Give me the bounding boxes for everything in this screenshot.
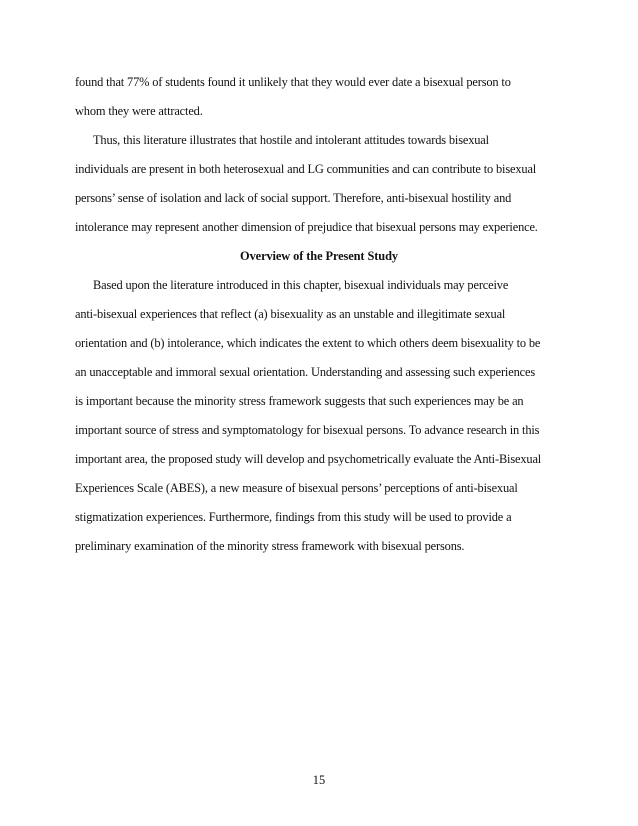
paragraph-3-line-5: is important because the minority stress framework suggests that such experiences may be an: [75, 394, 524, 408]
page-number: 15: [312, 773, 326, 787]
paragraph-2-line-3: persons’ sense of isolation and lack of social support. Therefore, anti-bisexual hostility and: [75, 191, 512, 205]
paragraph-3-line-4: an unacceptable and immoral sexual orientation. Understanding and assessing such experiences: [75, 365, 535, 379]
paragraph-3-line-6: important source of stress and symptomatology for bisexual persons. To advance research in this: [75, 423, 540, 437]
paragraph-3-line-10: preliminary examination of the minority stress framework with bisexual persons.: [75, 539, 465, 553]
paragraph-2-line-1: Thus, this literature illustrates that hostile and intolerant attitudes towards bisexual: [93, 133, 489, 147]
paragraph-3-line-1: Based upon the literature introduced in this chapter, bisexual individuals may perceive: [93, 278, 509, 292]
paragraph-2-line-2: individuals are present in both heterosexual and LG communities and can contribute to bisexual: [75, 162, 537, 176]
paragraph-3-line-3: orientation and (b) intolerance, which indicates the extent to which others deem bisexuality to be: [75, 336, 541, 350]
paragraph-1-line-1: found that 77% of students found it unlikely that they would ever date a bisexual person to: [75, 75, 511, 89]
paragraph-3-line-9: stigmatization experiences. Furthermore, findings from this study will be used to provide a: [75, 510, 512, 524]
paragraph-3-line-8: Experiences Scale (ABES), a new measure of bisexual persons’ perceptions of anti-bisexual: [75, 481, 518, 495]
paragraph-1-line-2: whom they were attracted.: [75, 104, 203, 118]
paragraph-3-line-7: important area, the proposed study will develop and psychometrically evaluate the Anti-Bisexual: [75, 452, 542, 466]
paragraph-2-line-4: intolerance may represent another dimension of prejudice that bisexual persons may experience.: [75, 220, 538, 234]
paragraph-3-line-2: anti-bisexual experiences that reflect (a) bisexuality as an unstable and illegitimate sexual: [75, 307, 506, 321]
section-heading: Overview of the Present Study: [240, 249, 398, 263]
